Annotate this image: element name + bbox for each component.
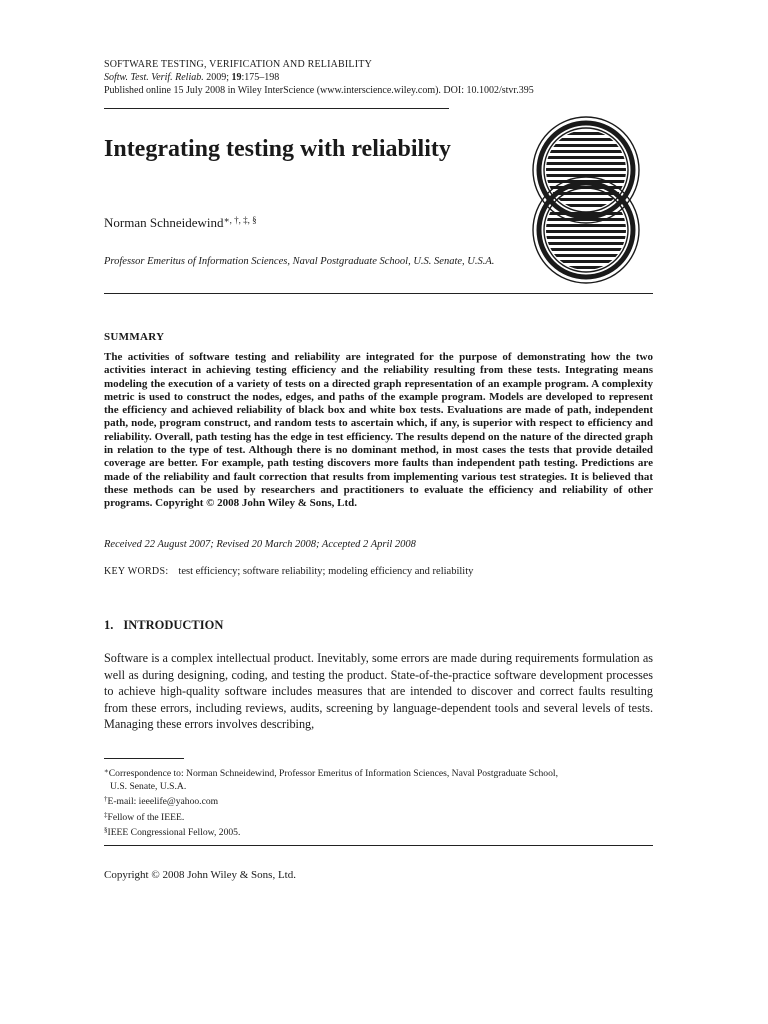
- section-number: 1.: [104, 618, 114, 632]
- footnote-text: Correspondence to: Norman Schneidewind, Professor Emeritus of Information Sciences, Naval Postgraduate School,: [108, 768, 558, 779]
- footnote: [104, 824, 653, 840]
- footnote: [104, 765, 653, 781]
- journal-rings-logo-icon: [532, 112, 640, 288]
- title-block-rule: [104, 293, 653, 294]
- author-line: [104, 215, 257, 231]
- header-rule: [104, 108, 449, 109]
- footnote: [104, 809, 653, 825]
- upper-ring: [533, 117, 639, 223]
- published-line: Published online 15 July 2008 in Wiley InterScience (www.interscience.wiley.com). DOI: 10.1002/stvr.395: [104, 85, 534, 96]
- journal-name: SOFTWARE TESTING, VERIFICATION AND RELIABILITY: [104, 59, 372, 70]
- footnote-continuation: U.S. Senate, U.S.A.: [110, 780, 187, 792]
- keywords-label: KEY WORDS:: [104, 566, 169, 577]
- footnotes: [104, 765, 653, 840]
- citation-volume: 19: [231, 72, 242, 83]
- summary-heading: SUMMARY: [104, 331, 165, 343]
- footer-rule: [104, 845, 653, 846]
- author-marks: ∗, †, ‡, §: [223, 215, 257, 225]
- section-title: INTRODUCTION: [123, 618, 224, 632]
- citation-year: 2009;: [203, 72, 232, 83]
- footnote-mark: ∗: [104, 767, 109, 775]
- citation-abbrev: Softw. Test. Verif. Reliab.: [104, 72, 204, 83]
- footnote-mark: †: [104, 795, 108, 804]
- author-affiliation: Professor Emeritus of Information Sciences, Naval Postgraduate School, U.S. Senate, U.S.A.: [104, 256, 495, 267]
- footnote-mark: §: [104, 826, 108, 835]
- footnote-rule: [104, 758, 184, 759]
- footnote-text: Fellow of the IEEE.: [107, 811, 185, 823]
- citation-line: [104, 71, 534, 84]
- author-name: Norman Schneidewind: [104, 215, 224, 230]
- footer-copyright: Copyright © 2008 John Wiley & Sons, Ltd.: [104, 869, 296, 881]
- journal-header: [104, 58, 534, 97]
- footnote-mark: ‡: [104, 810, 108, 819]
- summary-text: The activities of software testing and reliability are integrated for the purpose of demonstrating how the two activities interact in achieving testing efficiency and the reliability resulting from these tests. Integrating means modeling the execution of a variety of tests on a directed graph representation of an example program. A complexity metric is used to construct the nodes, edges, and paths of the example program. Models are developed to represent the efficiency and achieved reliability of black box and white box tests. Evaluations are made of path, independent path, node, program construct, and random tests to ascertain which, if any, is superior with respect to efficiency and reliability. Overall, path testing has the edge in test efficiency. The results depend on the nature of the directed graph in relation to the type of test. Although there is no dominant method, in most cases the tests that provide detailed coverage are better. For example, path testing discovers more faults than independent path testing. Predictions are made of the reliability and fault correction that results from implementing various test strategies. It is believed that these methods can be used by researchers and practitioners to evaluate the efficiency and reliability of other programs. Copyright © 2008 John Wiley & Sons, Ltd.: [104, 351, 653, 510]
- introduction-text: Software is a complex intellectual product. Inevitably, some errors are made during requirements formulation as well as during designing, coding, and testing the product. State-of-the-practice software development processes to achieve high-quality software includes measures that are intended to discover and correct faults resulting from these errors, including reviews, audits, screening by language-dependent tools and several levels of tests. Managing these errors involves describing,: [104, 651, 653, 731]
- keywords-text: test efficiency; software reliability; modeling efficiency and reliability: [178, 566, 474, 577]
- footnote-text: E-mail: ieeelife@yahoo.com: [107, 796, 219, 808]
- keywords-line: [104, 566, 473, 577]
- citation-pages: :175–198: [241, 72, 280, 83]
- footnote: [104, 793, 653, 809]
- article-title: Integrating testing with reliability: [104, 136, 451, 162]
- section-heading: [104, 618, 223, 633]
- received-dates: Received 22 August 2007; Revised 20 March 2008; Accepted 2 April 2008: [104, 539, 416, 550]
- footnote-text: IEEE Congressional Fellow, 2005.: [107, 827, 241, 839]
